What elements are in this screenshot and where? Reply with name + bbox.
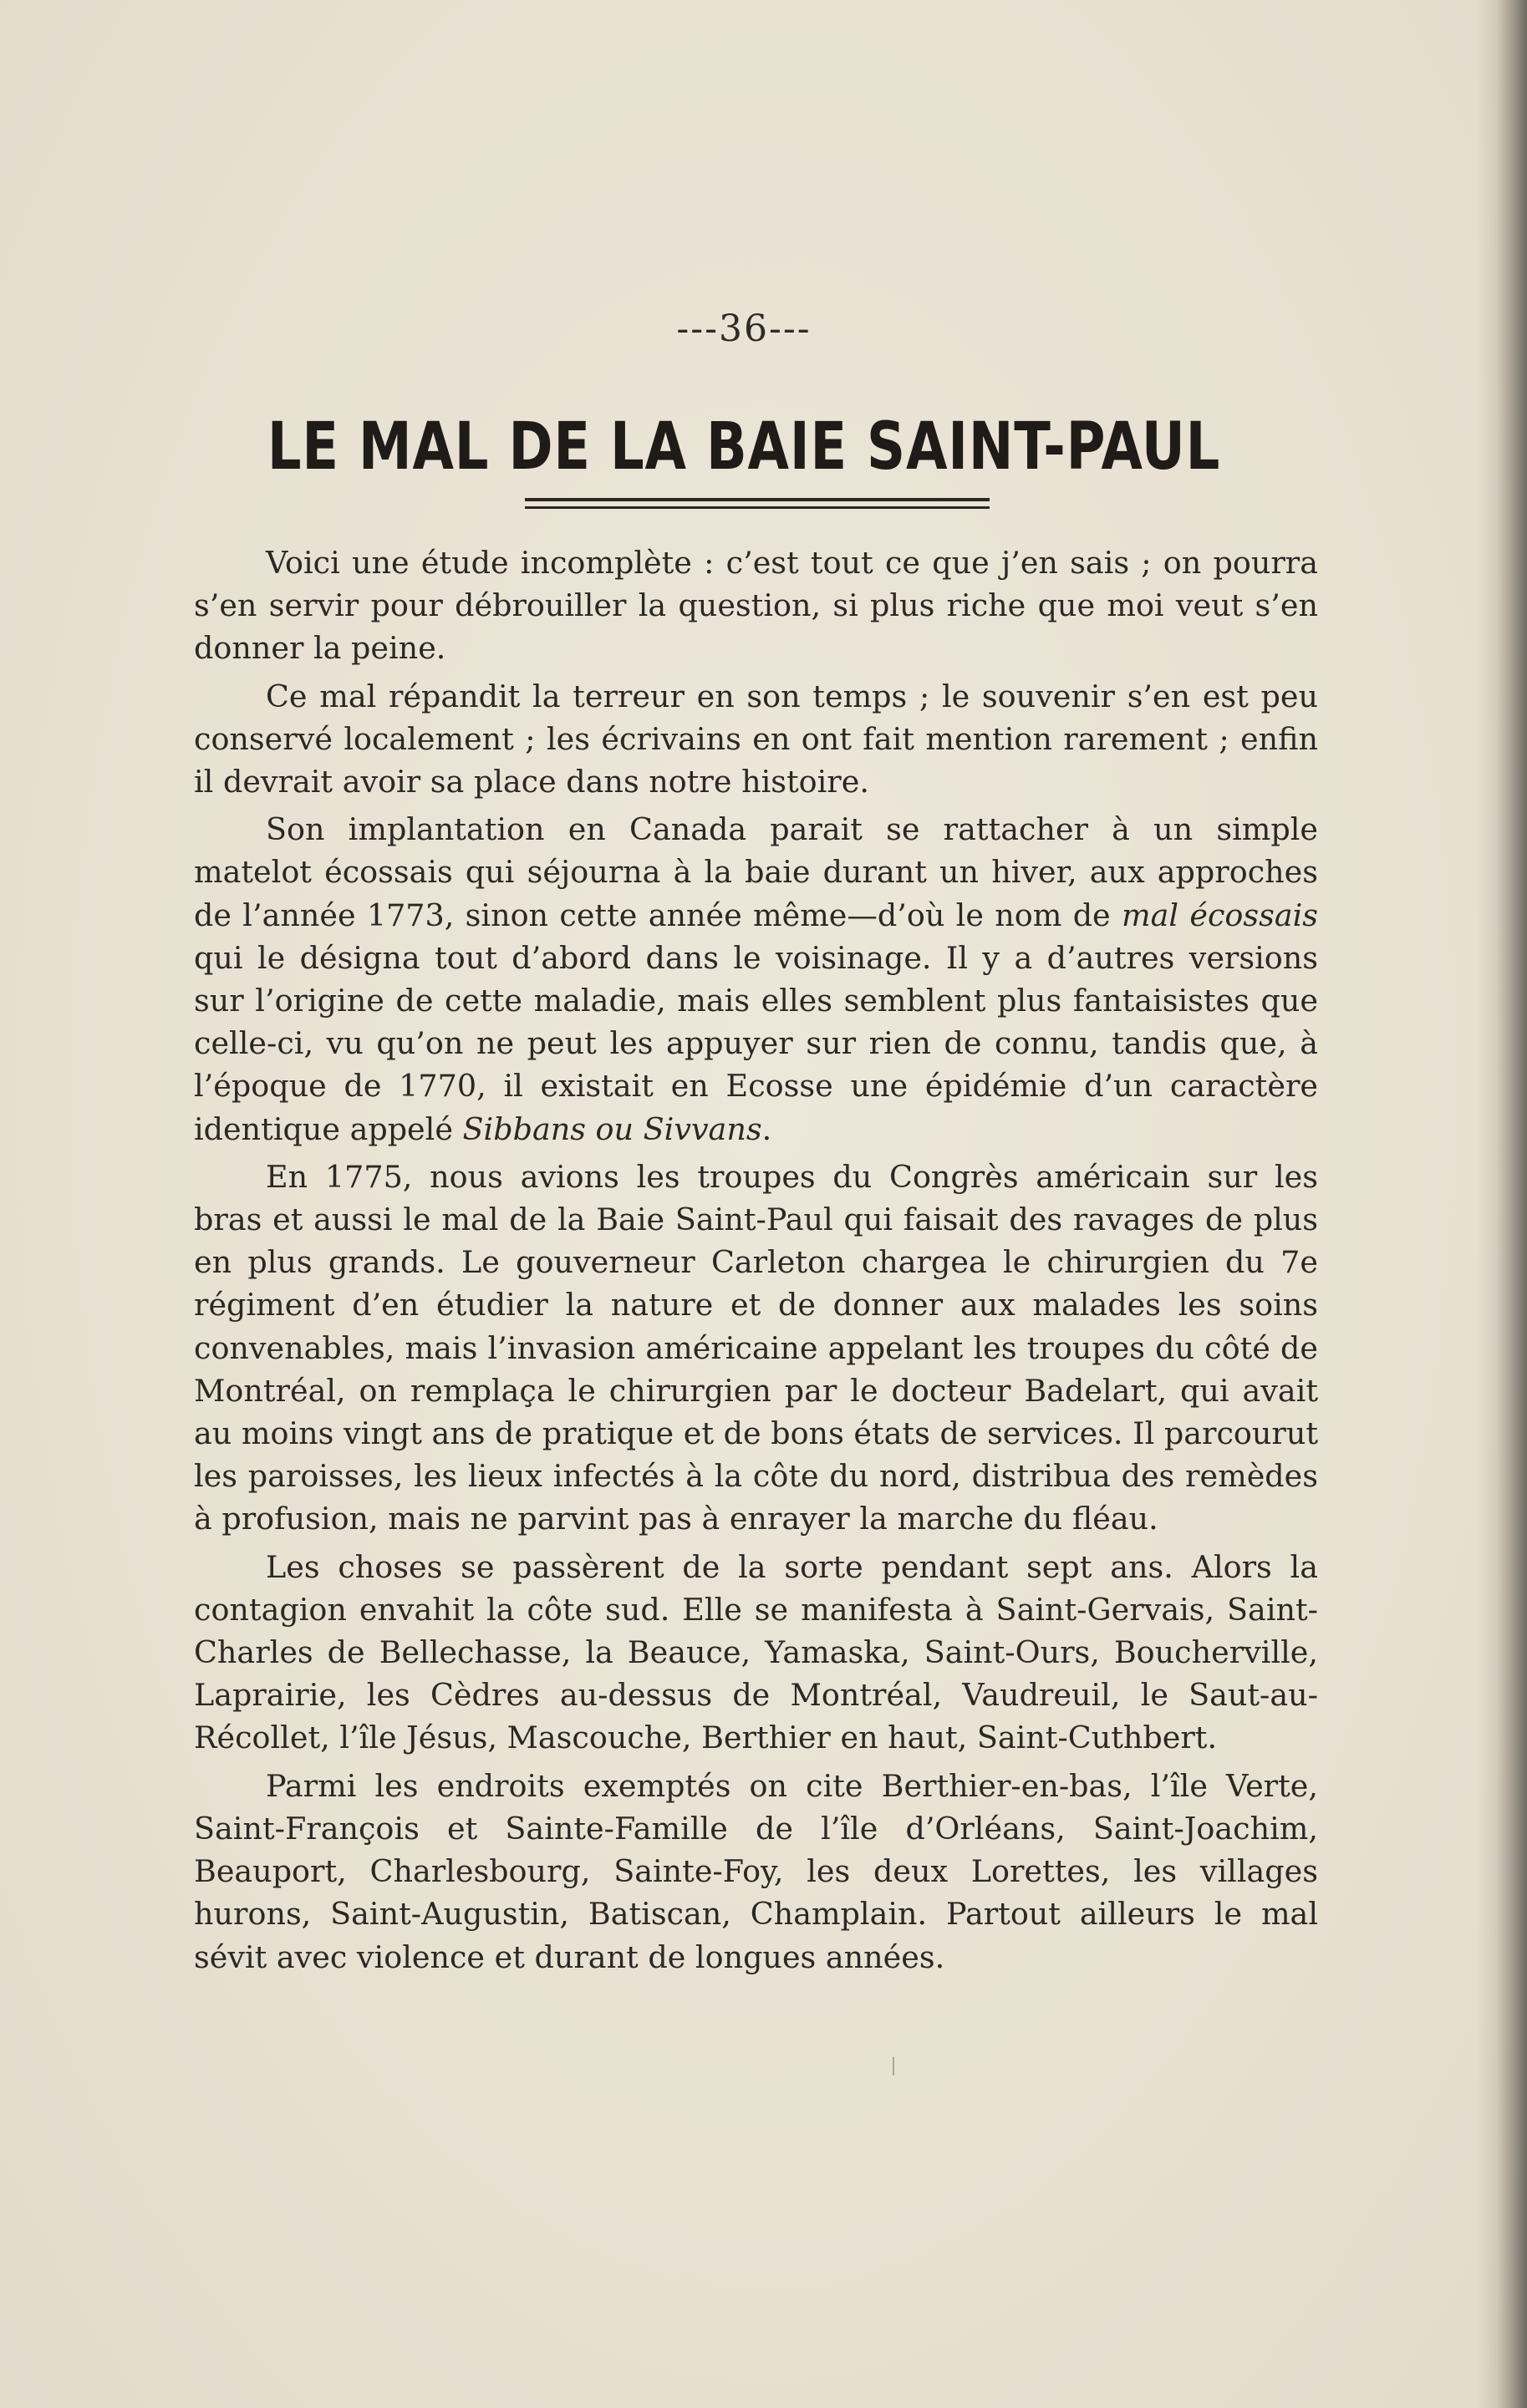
ink-mark [893,2057,894,2075]
binding-shadow [1477,0,1527,2408]
term-sibbans: Sibbans ou Sivvans [462,1110,762,1147]
paragraph-3-text-c: . [761,1110,772,1147]
paragraph-1: Voici une étude incomplète : c’est tout ce que j’en sais ; on pourra s’en servir pour débrouiller la question, si plus riche que moi veut s’en donner la peine. [194,545,1318,667]
paragraph-2: Ce mal répandit la terreur en son temps ; le souvenir s’en est peu conservé localement ; les écrivains en ont fait mention rarement ; enfin il devrait avoir sa place dans notre histoire. [194,678,1318,800]
title-rule-bottom [525,506,990,509]
title-rule-top [525,498,990,501]
article-title: LE MAL DE LA BAIE SAINT-PAUL [267,409,1221,485]
page-number: ---36--- [676,307,812,350]
article-body [194,541,1318,1984]
term-mal-ecossais: mal écossais [1121,897,1318,933]
paragraph-3 [194,808,1318,1151]
paragraph-3-text-b: qui le désigna tout d’abord dans le voisinage. Il y a d’autres versions sur l’origine de cette maladie, mais elles semblent plus fantaisistes que celle-ci, vu qu’on ne peut les appuyer sur rien de connu, tandis que, à l’époque de 1770, il existait en Ecosse une épidémie d’un caractère identique appelé [194,939,1318,1147]
paragraph-3-text-a: Son implantation en Canada parait se rattacher à un simple matelot écossais qui séjourna à la baie durant un hiver, aux approches de l’année 1773, sinon cette année même—d’où le nom de [194,811,1318,933]
paragraph-5: Les choses se passèrent de la sorte pendant sept ans. Alors la contagion envahit la côte sud. Elle se manifesta à Saint-Gervais, Saint-Charles de Bellechasse, la Beauce, Yamaska, Saint-Ours, Boucherville, Laprairie, les Cèdres au-dessus de Montréal, Vaudreuil, le Saut-au-Récollet, l’île Jésus, Mascouche, Berthier en haut, Saint-Cuthbert. [194,1548,1318,1756]
paragraph-6: Parmi les endroits exemptés on cite Berthier-en-bas, l’île Verte, Saint-François et Sainte-Famille de l’île d’Orléans, Saint-Joachim, Beauport, Charlesbourg, Sainte-Foy, les deux Lorettes, les villages hurons, Saint-Augustin, Batiscan, Champlain. Partout ailleurs le mal sévit avec violence et durant de longues années. [194,1767,1318,1975]
paragraph-4: En 1775, nous avions les troupes du Congrès américain sur les bras et aussi le mal de la Baie Saint-Paul qui faisait des ravages de plus en plus grands. Le gouverneur Carleton chargea le chirurgien du 7e régiment d’en étudier la nature et de donner aux malades les soins convenables, mais l’invasion américaine appelant les troupes du côté de Montréal, on remplaça le chirurgien par le docteur Badelart, qui avait au moins vingt ans de pratique et de bons états de services. Il parcourut les paroisses, les lieux infectés à la côte du nord, distribua des remèdes à profusion, mais ne parvint pas à enrayer la marche du fléau. [194,1158,1318,1537]
